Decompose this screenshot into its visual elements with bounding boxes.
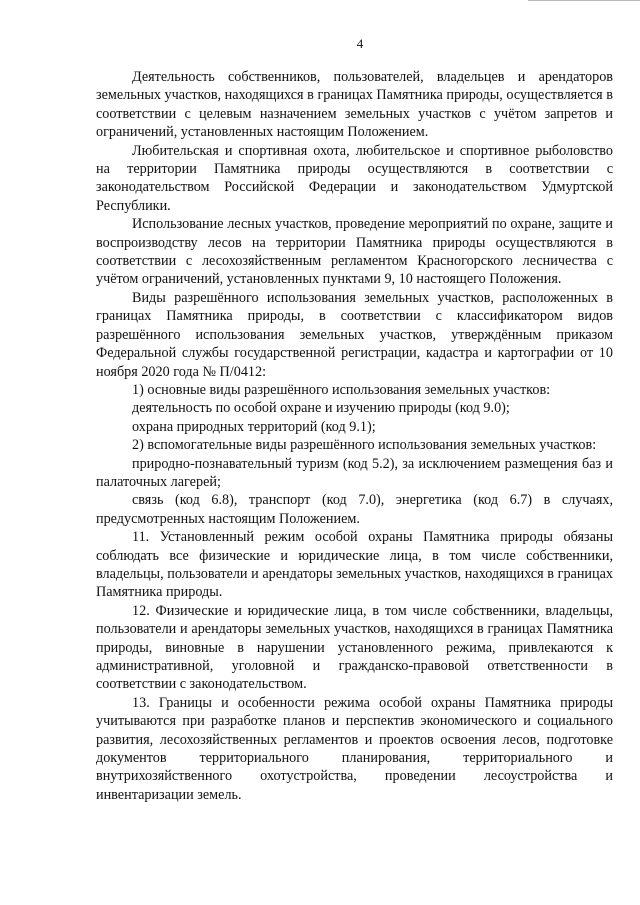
top-edge-line [528,0,640,1]
paragraph-permitted-use-types: Виды разрешённого использования земельных участков, расположенных в границах Памятника природы, в соответствии с классификатором видов разрешённого использования земельных участков, утверждённым приказом Федеральной службы государственной регистрации, кадастра и картографии от 10 ноября 2020 года № П/0412: [96,289,613,380]
paragraph-item-12: 12. Физические и юридические лица, в том числе собственники, владельцы, пользователи и арендаторы земельных участков, находящихся в границах Памятника природы, виновные в нарушении установленного режима, привлекаются к административной, уголовной и гражданско-правовой ответственности в соответствии с законодательством. [96,602,613,693]
paragraph-main-use-types: 1) основные виды разрешённого использования земельных участков: [132,381,551,398]
paragraph-item-13: 13. Границы и особенности режима особой охраны Памятника природы учитываются при разработке планов и перспектив экономического и социального развития, лесохозяйственных регламентов и проектов освоения лесов, подготовке документов территориального планирования, территориального и внутрихозяйственного охотустройства, проведении лесоустройства и инвентаризации земель. [96,694,613,803]
paragraph-tourism: природно-познавательный туризм (код 5.2), за исключением размещения баз и палаточных лагерей; [96,455,613,490]
paragraph-territory-protection: охрана природных территорий (код 9.1); [132,418,376,435]
paragraph-forest-use: Использование лесных участков, проведение мероприятий по охране, защите и воспроизводству лесов на территории Памятника природы осуществляются в соответствии с лесохозяйственным регламентом Красногорского лесничества с учётом ограничений, установленных пунктами 9, 10 настоящего Положения. [96,216,613,288]
paragraph-auxiliary-use-types: 2) вспомогательные виды разрешённого использования земельных участков: [132,437,597,454]
paragraph-item-11: 11. Установленный режим особой охраны Памятника природы обязаны соблюдать все физические и юридические лица, в том числе собственники, владельцы, пользователи и арендаторы земельных участков, находящихся в границах Памятника природы. [96,529,613,601]
paragraph-communications: связь (код 6.8), транспорт (код 7.0), энергетика (код 6.7) в случаях, предусмотренных настоящим Положением. [96,492,613,527]
paragraph-hunting-fishing: Любительская и спортивная охота, любительское и спортивное рыболовство на территории Памятника природы осуществляются в соответствии с законодательством Российской Федерации и законодательством Удмуртской Республики. [96,142,613,214]
paragraph-land-use: Деятельность собственников, пользователей, владельцев и арендаторов земельных участков, находящихся в границах Памятника природы, осуществляется в соответствии с целевым назначением земельных участков с учётом запретов и ограничений, установленных настоящим Положением. [96,69,613,141]
paragraph-nature-protection: деятельность по особой охране и изучению природы (код 9.0); [132,400,510,417]
document-body [96,68,613,804]
page-number: 4 [356,36,364,51]
